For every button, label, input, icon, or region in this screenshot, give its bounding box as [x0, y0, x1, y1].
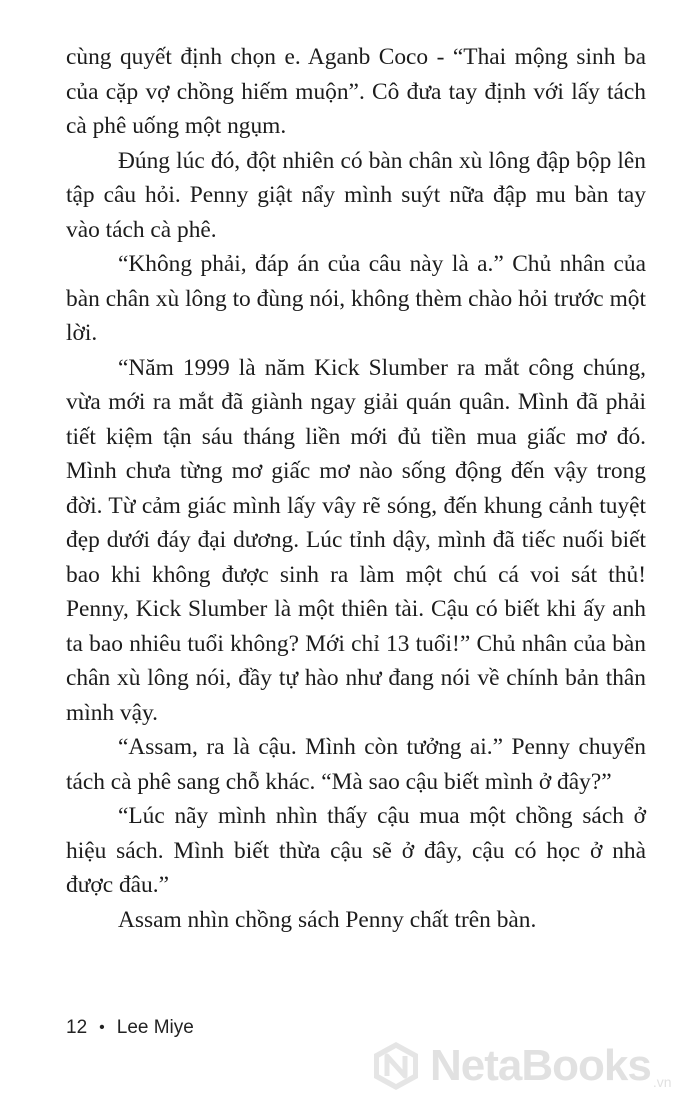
- footer-separator: •: [99, 1019, 105, 1036]
- netabooks-logo-icon: [370, 1040, 422, 1092]
- watermark: [370, 1040, 672, 1092]
- paragraph-1: cùng quyết định chọn e. Aganb Coco - “Thai mộng sinh ba của cặp vợ chồng hiếm muộn”. Cô đưa tay định với lấy tách cà phê uống một ngụm.: [66, 44, 646, 139]
- page-footer: [66, 1017, 194, 1039]
- paragraph-5: “Assam, ra là cậu. Mình còn tưởng ai.” Penny chuyển tách cà phê sang chỗ khác. “Mà sao cậu biết mình ở đây?”: [66, 734, 646, 795]
- page-body: [66, 40, 646, 937]
- paragraph-7: Assam nhìn chồng sách Penny chất trên bàn.: [118, 906, 537, 933]
- watermark-text: NetaBooks: [430, 1041, 651, 1090]
- author-name: Lee Miye: [116, 1017, 194, 1038]
- page-number: 12: [66, 1017, 88, 1038]
- paragraph-6: “Lúc nãy mình nhìn thấy cậu mua một chồng sách ở hiệu sách. Mình biết thừa cậu sẽ ở đây, cậu có học ở nhà được đâu.”: [66, 803, 646, 898]
- watermark-suffix: .vn: [652, 1074, 672, 1090]
- paragraph-3: “Không phải, đáp án của câu này là a.” Chủ nhân của bàn chân xù lông to đùng nói, không thèm chào hỏi trước một lời.: [66, 251, 646, 346]
- paragraph-4: “Năm 1999 là năm Kick Slumber ra mắt công chúng, vừa mới ra mắt đã giành ngay giải quán quân. Mình đã phải tiết kiệm tận sáu tháng liền mới đủ tiền mua giấc mơ đó. Mình chưa từng mơ giấc mơ nào sống động đến vậy trong đời. Từ cảm giác mình lấy vây rẽ sóng, đến khung cảnh tuyệt đẹp dưới đáy đại dương. Lúc tỉnh dậy, mình đã tiếc nuối biết bao khi không được sinh ra làm một chú cá voi sát thủ! Penny, Kick Slumber là một thiên tài. Cậu có biết khi ấy anh ta bao nhiêu tuổi không? Mới chỉ 13 tuổi!” Chủ nhân của bàn chân xù lông nói, đầy tự hào như đang nói về chính bản thân mình vậy.: [66, 354, 646, 726]
- paragraph-2: Đúng lúc đó, đột nhiên có bàn chân xù lông đập bộp lên tập câu hỏi. Penny giật nẩy mình suýt nữa đập mu bàn tay vào tách cà phê.: [66, 147, 646, 243]
